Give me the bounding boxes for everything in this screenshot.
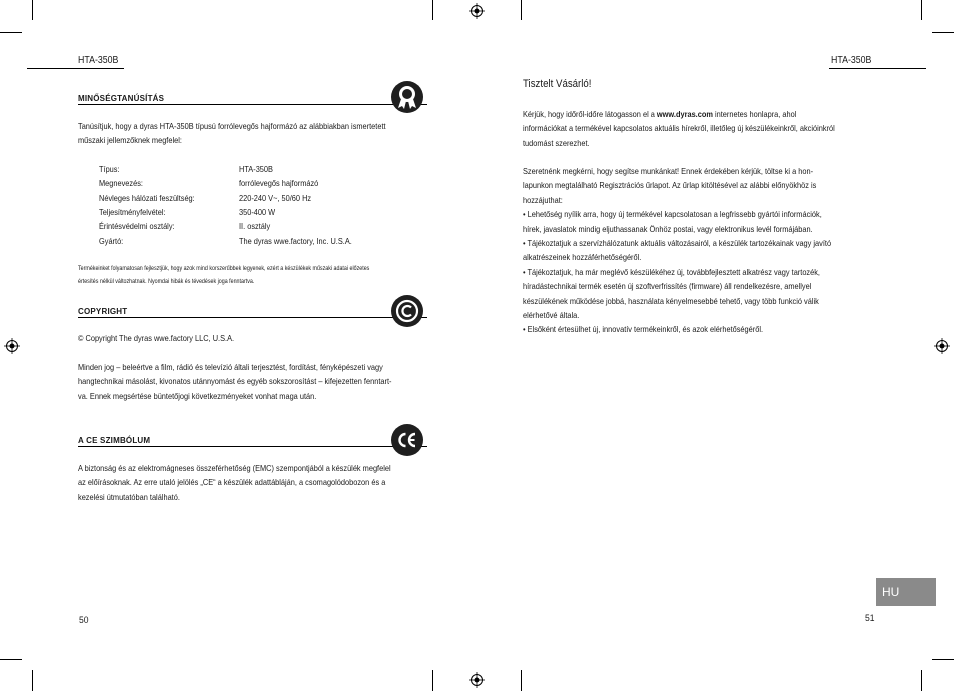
section-title-copyright: COPYRIGHT [78, 307, 128, 316]
spec-label: Típus: [99, 164, 120, 174]
greeting: Tisztelt Vásárló! [523, 78, 592, 90]
crop-mark [932, 32, 954, 33]
crop-mark [921, 670, 922, 691]
text-line: információkat a termékével kapcsolatos aktuális hírekről, illetőleg új készülékeinkről, akcióinkról [523, 123, 835, 134]
spec-value: II. osztály [239, 221, 271, 231]
bullet-line: • Tájékoztatjuk, ha már meglévő készülékéhez új, továbbfejlesztett alkatrész vagy tartozék, [523, 266, 820, 277]
spec-value: 220-240 V~, 50/60 Hz [239, 193, 312, 203]
section-header-copyright [78, 303, 427, 318]
section-header-quality [78, 90, 427, 105]
ce-paragraph [78, 461, 431, 504]
section-title-quality: MINŐSÉGTANÚSÍTÁS [78, 94, 165, 103]
text-line: Szeretnénk megkérni, hogy segítse munkánkat! Ennek érdekében kérjük, töltse ki a hon- [523, 166, 814, 176]
crop-mark [0, 32, 22, 33]
spec-value: forrólevegős hajformázó [239, 178, 319, 188]
quality-intro [78, 119, 422, 148]
copyright-icon [391, 295, 423, 327]
spec-value: 350-400 W [239, 207, 276, 217]
bullet-line: • Lehetőség nyílik arra, hogy új termékével kapcsolatosan a legfrissebb gyártói információk, [523, 209, 822, 220]
model-header-right: HTA-350B [831, 55, 872, 66]
text-line: hangtechnikai másolást, kivonatos utánnyomást és egyéb sokszorosítást – kifejezetten fenntart- [78, 376, 392, 387]
website-link[interactable]: www.dyras.com [656, 109, 713, 119]
crop-mark [932, 659, 954, 660]
text-line: tudomást szerezhet. [523, 137, 590, 148]
language-tab: HU [876, 578, 936, 606]
text-line: Minden jog – beleértve a film, rádió és televízió általi terjesztést, fordítást, fényképészeti vagy [78, 362, 383, 372]
crop-mark [521, 0, 522, 20]
registration-mark-icon [469, 672, 485, 688]
text-line: elérhetővé általa. [523, 310, 580, 321]
text-line: híradástechnikai termék esetén új szoftverfrissítés (firmware) áll rendelkezésre, amellyel [523, 281, 812, 292]
text-fragment: internetes honlapra, ahol [712, 109, 797, 119]
crop-mark [0, 659, 22, 660]
page-number-right: 51 [865, 613, 875, 624]
copyright-line: © Copyright The dyras wwe.factory LLC, U.S.A. [78, 333, 235, 343]
text-line [523, 107, 884, 121]
registration-mark-icon [4, 338, 20, 354]
spec-label: Megnevezés: [99, 178, 143, 188]
disclaimer-note [78, 262, 456, 288]
award-ribbon-icon [391, 81, 423, 113]
text-line: lapunkon megtalálható Regisztrációs űrlapot. Az űrlap kitöltésével az alábbi előnyökhöz is [523, 180, 817, 191]
page-number-left: 50 [79, 615, 89, 626]
model-header-left: HTA-350B [78, 55, 119, 66]
registration-paragraph [523, 164, 884, 337]
website-paragraph [523, 107, 884, 150]
header-rule-left [27, 68, 124, 69]
crop-mark [432, 670, 433, 691]
text-line: Termékeinket folyamatosan fejlesztjük, hogy azok mind korszerűbbek legyenek, ezért a készülékek műszaki adatai előzetes [78, 265, 370, 272]
section-title-ce: A CE SZIMBÓLUM [78, 436, 151, 445]
spec-value: HTA-350B [239, 164, 273, 174]
text-fragment: Kérjük, hogy időről-időre látogasson el a [523, 109, 657, 119]
text-line: kezelési útmutatóban található. [78, 491, 180, 502]
section-header-ce [78, 432, 427, 447]
text-line: va. Ennek megsértése büntetőjogi következményeket vonhat maga után. [78, 390, 317, 401]
text-line: A biztonság és az elektromágneses összeférhetőség (EMC) szempontjából a készülék megfelel [78, 463, 391, 473]
spec-label: Gyártó: [99, 236, 124, 246]
text-line: alkatrészeinek hozzáférhetőségéről. [523, 252, 642, 263]
spec-label: Teljesítményfelvétel: [99, 207, 166, 217]
spec-label: Névleges hálózati feszültség: [99, 193, 195, 203]
registration-mark-icon [934, 338, 950, 354]
text-line: az előírásoknak. Az erre utaló jelölés „CE“ a készülék adattábláján, a csomagolódobozon és a [78, 477, 386, 488]
header-rule-right [829, 68, 926, 69]
text-line: hozzájuthat: [523, 194, 563, 205]
crop-mark [921, 0, 922, 20]
registration-mark-icon [469, 3, 485, 19]
text-line: műszaki jellemzőknek megfelel: [78, 135, 182, 146]
text-line: hírek, javaslatok mindig eljuthassanak Önhöz postai, vagy elektronikus levél formájában. [523, 223, 813, 234]
crop-mark [32, 670, 33, 691]
crop-mark [432, 0, 433, 20]
text-line: értesítés nélkül változhatnak. Nyomdai hibák és tévedések joga fenntartva. [78, 278, 255, 285]
rights-paragraph [78, 360, 431, 403]
bullet-line: • Elsőként értesülhet új, innovatív termékeinkről, és azok elérhetőségéről. [523, 324, 764, 335]
ce-mark-icon [391, 424, 423, 456]
crop-mark [32, 0, 33, 20]
bullet-line: • Tájékoztatjuk a szervízhálózatunk aktuális változásairól, a készülék tartozékainak vagy javító [523, 238, 832, 249]
text-line: készülékének működése jobbá, használata kényelmesebbé tehető, vagy több funkció válik [523, 295, 819, 306]
spec-label: Érintésvédelmi osztály: [99, 221, 175, 231]
spec-value: The dyras wwe.factory, Inc. U.S.A. [239, 236, 352, 246]
text-line: Tanúsítjuk, hogy a dyras HTA-350B típusú forrólevegős hajformázó az alábbiakban ismertetett [78, 121, 386, 131]
crop-mark [521, 670, 522, 691]
